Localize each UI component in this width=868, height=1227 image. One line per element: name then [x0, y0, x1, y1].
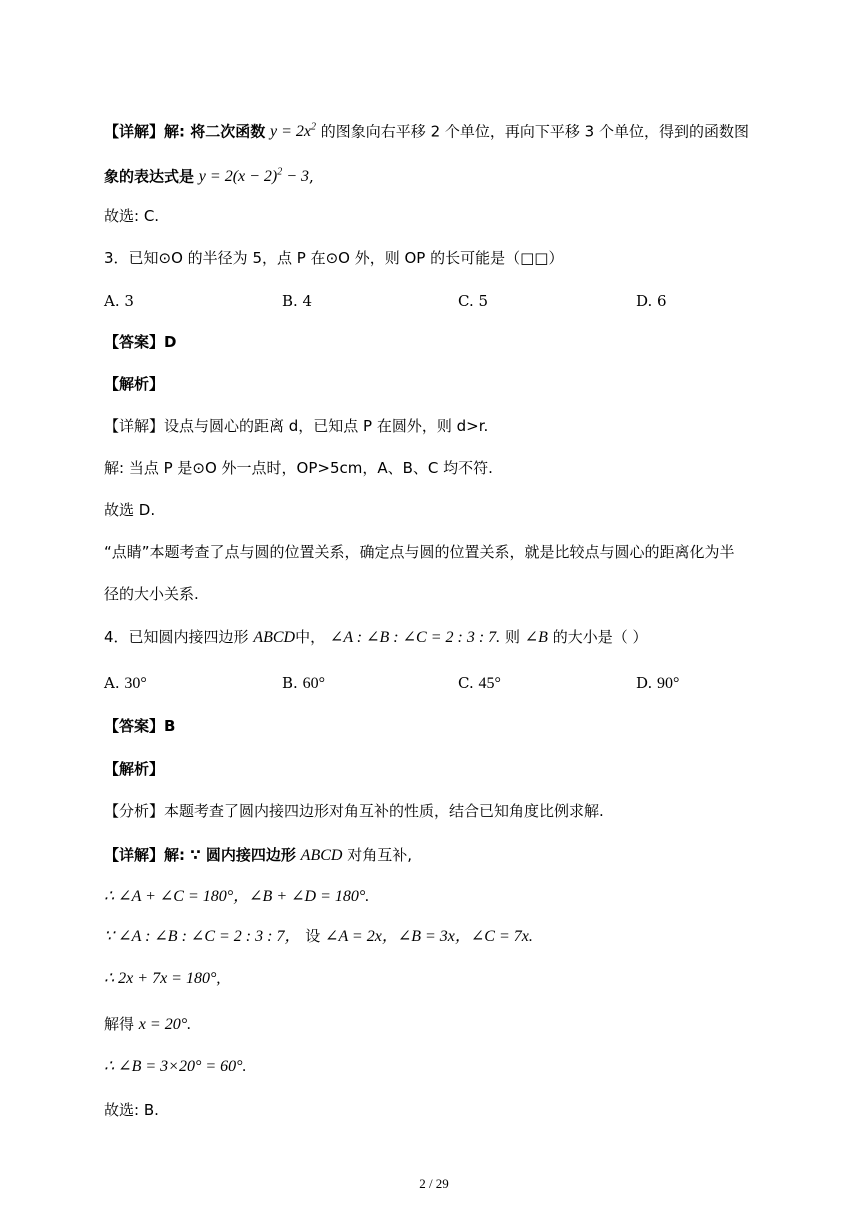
line-detail-1: 【详解】解: 将二次函数 $y = 2x^2$ 的图象向右平移 2 个单位，再向下平移 3 个单位，得到的函数图	[104, 122, 749, 141]
formula-y-2x2: $y = 2x^2$	[270, 122, 317, 141]
q4-detail-3: ∵ ∠A : ∠B : ∠C = 2 : 3 : 7， 设 ∠A = 2x，∠B = 3x，∠C = 7x.	[104, 927, 533, 945]
q4-detail-7: 故选: B.	[104, 1101, 159, 1119]
q4-detail-4: ∴ 2x + 7x = 180°,	[104, 970, 221, 987]
q4-analysis-heading: 【解析】	[104, 760, 165, 778]
q3-answer: 【答案】D	[104, 333, 177, 351]
q3-option-c: C. 5	[458, 292, 489, 310]
q4-option-b: B. 60°	[282, 674, 325, 692]
q3-option-d: D. 6	[636, 292, 667, 310]
q3-analysis-heading: 【解析】	[104, 375, 165, 393]
q4-analysis: 【分析】本题考查了圆内接四边形对角互补的性质，结合已知角度比例求解.	[104, 802, 604, 820]
q4-option-d: D. 90°	[636, 674, 680, 692]
q4-detail-5: 解得 x = 20°.	[104, 1015, 192, 1033]
line-choose-c: 故选: C.	[104, 207, 160, 225]
q4-option-a: A. 30°	[104, 674, 147, 692]
q4-detail-2: ∴ ∠A + ∠C = 180°，∠B + ∠D = 180°.	[104, 888, 370, 905]
q4-answer: 【答案】B	[104, 717, 176, 735]
q3-detail-1: 【详解】设点与圆心的距离 d，已知点 P 在圆外，则 d>r.	[104, 417, 489, 435]
q3-note-2: 径的大小关系.	[104, 585, 199, 603]
question-4: 4．已知圆内接四边形 ABCD中， ∠A : ∠B : ∠C = 2 : 3 : 7. 则 ∠B 的大小是（ ）	[104, 628, 648, 646]
q3-note-1: “点睛”本题考查了点与圆的位置关系，确定点与圆的位置关系，就是比较点与圆心的距离化为半	[104, 543, 735, 561]
formula-shifted: $y = 2(x - 2)^2 - 3$	[198, 167, 310, 186]
q3-option-a: A. 3	[104, 292, 134, 310]
page-number: 2 / 29	[419, 1176, 449, 1191]
question-3: 3．已知⊙O 的半径为 5，点 P 在⊙O 外，则 OP 的长可能是（□□）	[104, 249, 564, 267]
q3-option-b: B. 4	[282, 292, 313, 310]
q3-detail-3: 故选 D.	[104, 501, 156, 519]
line-detail-2: 象的表达式是 $y = 2(x - 2)^2 - 3$,	[104, 167, 314, 186]
q4-detail-1: 【详解】解: ∵ 圆内接四边形 ABCD 对角互补,	[104, 846, 413, 864]
q4-detail-6: ∴ ∠B = 3×20° = 60°.	[104, 1058, 247, 1075]
q4-option-c: C. 45°	[458, 674, 501, 692]
q3-detail-2: 解: 当点 P 是⊙O 外一点时，OP>5cm，A、B、C 均不符.	[104, 459, 493, 477]
